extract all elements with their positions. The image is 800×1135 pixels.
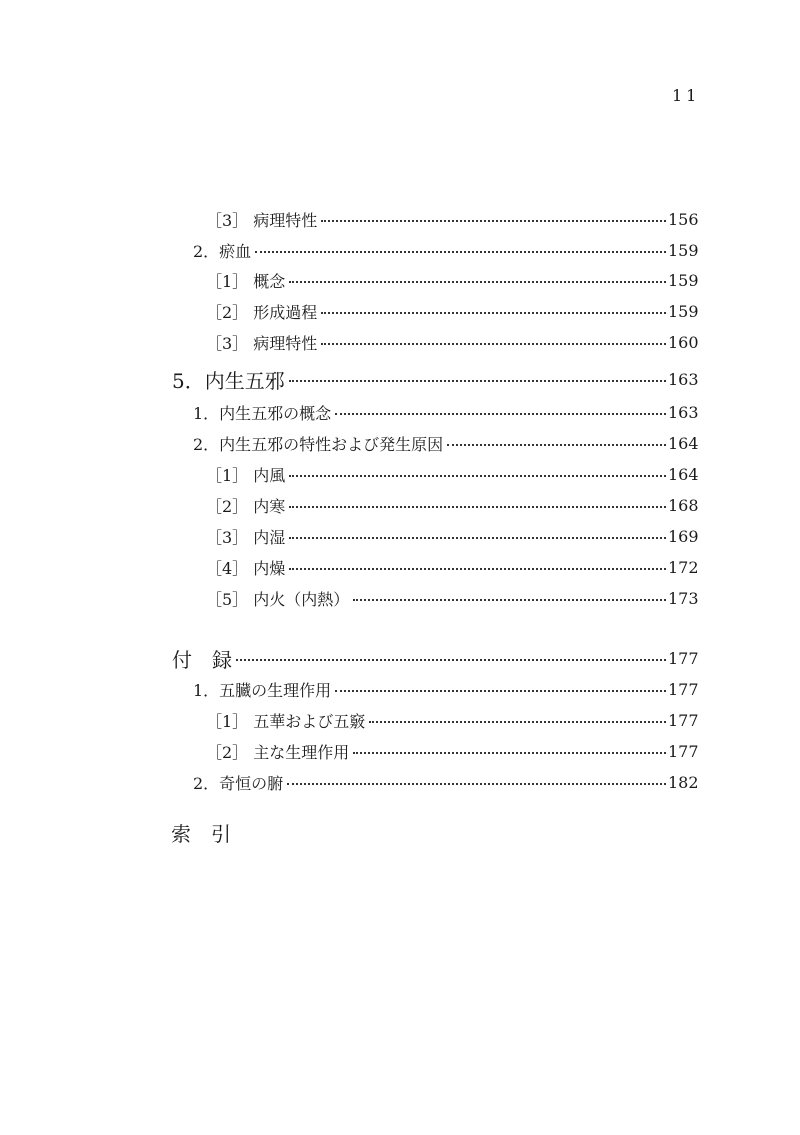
toc-entry-label: ［3］ 病理特性: [206, 210, 318, 230]
toc-entry-page: 156: [668, 209, 699, 229]
toc-entry[interactable]: [0, 236, 800, 264]
toc-entry-page: 159: [668, 270, 699, 290]
dot-leader: [447, 444, 666, 446]
toc-entry[interactable]: [0, 522, 800, 550]
toc-entry[interactable]: [0, 644, 800, 672]
toc-entry-page: 177: [668, 679, 699, 699]
toc-entry[interactable]: [0, 205, 800, 233]
toc-entry[interactable]: [0, 584, 800, 612]
dot-leader: [236, 659, 666, 661]
toc-entry[interactable]: [0, 398, 800, 426]
dot-leader: [353, 752, 666, 754]
dot-leader: [289, 380, 666, 382]
toc-entry[interactable]: [0, 553, 800, 581]
toc-entry-page: 177: [668, 741, 699, 761]
toc-entry-label: 2．奇恒の腑: [193, 773, 284, 793]
toc-entry-label: ［2］ 内寒: [206, 496, 286, 516]
dot-leader: [335, 413, 666, 415]
index-heading[interactable]: 索 引: [171, 822, 231, 846]
toc-entry[interactable]: [0, 297, 800, 325]
toc-entry-label: 2．瘀血: [193, 241, 252, 261]
toc-entry[interactable]: [0, 768, 800, 796]
toc-entry[interactable]: [0, 365, 800, 393]
toc-entry-label: ［3］ 病理特性: [206, 333, 318, 353]
toc-entry[interactable]: [0, 706, 800, 734]
dot-leader: [335, 690, 666, 692]
toc-entry-page: 177: [668, 710, 699, 730]
toc-entry-page: 177: [668, 648, 699, 668]
toc-entry-page: 164: [668, 433, 699, 453]
toc-entry-label: ［3］ 内湿: [206, 527, 286, 547]
toc-entry-page: 163: [668, 369, 699, 389]
dot-leader: [289, 281, 666, 283]
toc-entry-page: 160: [668, 332, 699, 352]
toc-entry-label: ［2］ 主な生理作用: [206, 742, 350, 762]
toc-entry-page: 164: [668, 464, 699, 484]
dot-leader: [289, 506, 666, 508]
toc-entry[interactable]: [0, 429, 800, 457]
toc-entry-label: 1．五臓の生理作用: [193, 680, 332, 700]
page-number: 11: [672, 86, 701, 105]
toc-entry[interactable]: [0, 266, 800, 294]
dot-leader: [321, 312, 666, 314]
toc-entry-page: 173: [668, 588, 699, 608]
toc-entry-label: 5．内生五邪: [172, 368, 285, 393]
toc-entry-page: 159: [668, 301, 699, 321]
toc-entry-page: 163: [668, 402, 699, 422]
toc-entry-label: 2．内生五邪の特性および発生原因: [193, 434, 444, 454]
toc-entry-label: ［4］ 内燥: [206, 558, 286, 578]
toc-entry-label: ［1］ 概念: [206, 271, 286, 291]
toc-entry[interactable]: [0, 328, 800, 356]
toc-entry-page: 159: [668, 240, 699, 260]
dot-leader: [255, 251, 666, 253]
dot-leader: [321, 220, 666, 222]
toc-entry-label: ［1］ 五華および五竅: [206, 711, 366, 731]
toc-entry[interactable]: [0, 737, 800, 765]
toc-entry-label: ［2］ 形成過程: [206, 302, 318, 322]
toc-entry-label: 付 録: [172, 647, 232, 672]
dot-leader: [287, 783, 666, 785]
dot-leader: [369, 721, 666, 723]
dot-leader: [289, 475, 666, 477]
toc-entry-page: 182: [668, 772, 699, 792]
dot-leader: [289, 568, 666, 570]
toc-entry-page: 169: [668, 526, 699, 546]
toc-entry[interactable]: [0, 460, 800, 488]
toc-entry[interactable]: [0, 491, 800, 519]
toc-entry[interactable]: [0, 675, 800, 703]
dot-leader: [353, 599, 666, 601]
toc-entry-label: 1．内生五邪の概念: [193, 403, 332, 423]
toc-entry-label: ［1］ 内風: [206, 465, 286, 485]
toc-entry-page: 168: [668, 495, 699, 515]
dot-leader: [289, 537, 666, 539]
toc-entry-label: ［5］ 内火（内熱）: [206, 589, 350, 609]
toc-entry-page: 172: [668, 557, 699, 577]
dot-leader: [321, 343, 666, 345]
